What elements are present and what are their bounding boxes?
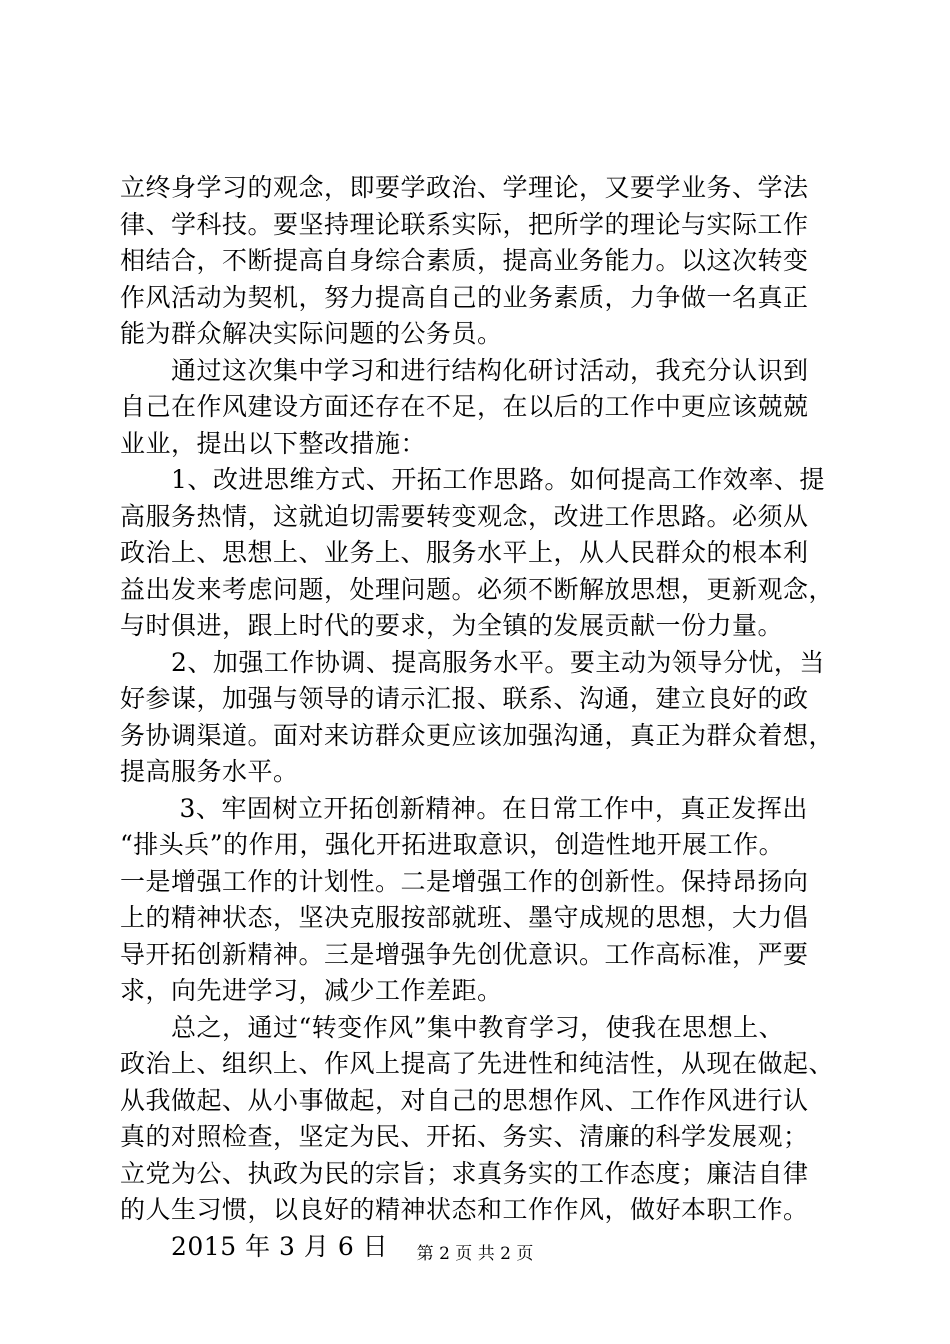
text-line: 立党为公、执政为民的宗旨；求真务实的工作态度；廉洁自律 [120,1158,809,1188]
text-line: 与时俱进，跟上时代的要求，为全镇的发展贡献一份力量。 [120,611,784,640]
text-line: 相结合，不断提高自身综合素质，提高业务能力。以这次转变 [120,246,809,275]
text-line: “排头兵”的作用，强化开拓进取意识，创造性地开展工作。 [120,830,785,859]
text-line: 益出发来考虑问题，处理问题。必须不断解放思想，更新观念， [120,574,835,604]
text-line: 能为群众解决实际问题的公务员。 [120,319,503,348]
text-line: 提高服务水平。 [120,757,299,786]
text-line: 政治上、思想上、业务上、服务水平上，从人民群众的根本利 [120,538,809,567]
text-line: 业业，提出以下整改措施： [120,428,427,458]
text-line: 高服务热情，这就迫切需要转变观念，改进工作思路。必须从 [120,501,809,531]
text-line: 2015 年 3 月 6 日 [120,1231,389,1261]
text-line: 2、加强工作协调、提高服务水平。要主动为领导分忧，当 [120,647,825,677]
text-line: 1、改进思维方式、开拓工作思路。如何提高工作效率、提 [120,465,825,494]
text-line: 好参谋，加强与领导的请示汇报、联系、沟通，建立良好的政 [120,684,809,713]
text-line: 政治上、组织上、作风上提高了先进性和纯洁性，从现在做起、 [120,1049,835,1078]
text-line: 一是增强工作的计划性。二是增强工作的创新性。保持昂扬向 [120,866,809,896]
text-line: 律、学科技。要坚持理论联系实际，把所学的理论与实际工作 [120,209,809,239]
text-line: 总之，通过“转变作风”集中教育学习，使我在思想上、 [120,1012,785,1042]
text-line: 立终身学习的观念，即要学政治、学理论，又要学业务、学法 [120,173,809,202]
text-line: 真的对照检查，坚定为民、开拓、务实、清廉的科学发展观； [120,1122,809,1151]
text-line: 3、牢固树立开拓创新精神。在日常工作中，真正发挥出 [120,793,808,823]
text-line: 导开拓创新精神。三是增强争先创优意识。工作高标准，严要 [120,939,809,969]
text-line: 通过这次集中学习和进行结构化研讨活动，我充分认识到 [120,355,809,385]
text-line: 从我做起、从小事做起，对自己的思想作风、工作作风进行认 [120,1085,809,1115]
text-line: 作风活动为契机，努力提高自己的业务素质，力争做一名真正 [120,282,809,312]
text-line: 的人生习惯，以良好的精神状态和工作作风，做好本职工作。 [120,1195,809,1224]
page-footer: 第 2 页 共 2 页 [416,1244,534,1264]
document-body [120,170,835,1265]
text-line: 自己在作风建设方面还存在不足，在以后的工作中更应该兢兢 [120,392,809,421]
text-line: 上的精神状态，坚决克服按部就班、墨守成规的思想，大力倡 [120,903,809,932]
text-line: 求，向先进学习，减少工作差距。 [120,976,503,1005]
text-line: 务协调渠道。面对来访群众更应该加强沟通，真正为群众着想， [120,720,835,750]
